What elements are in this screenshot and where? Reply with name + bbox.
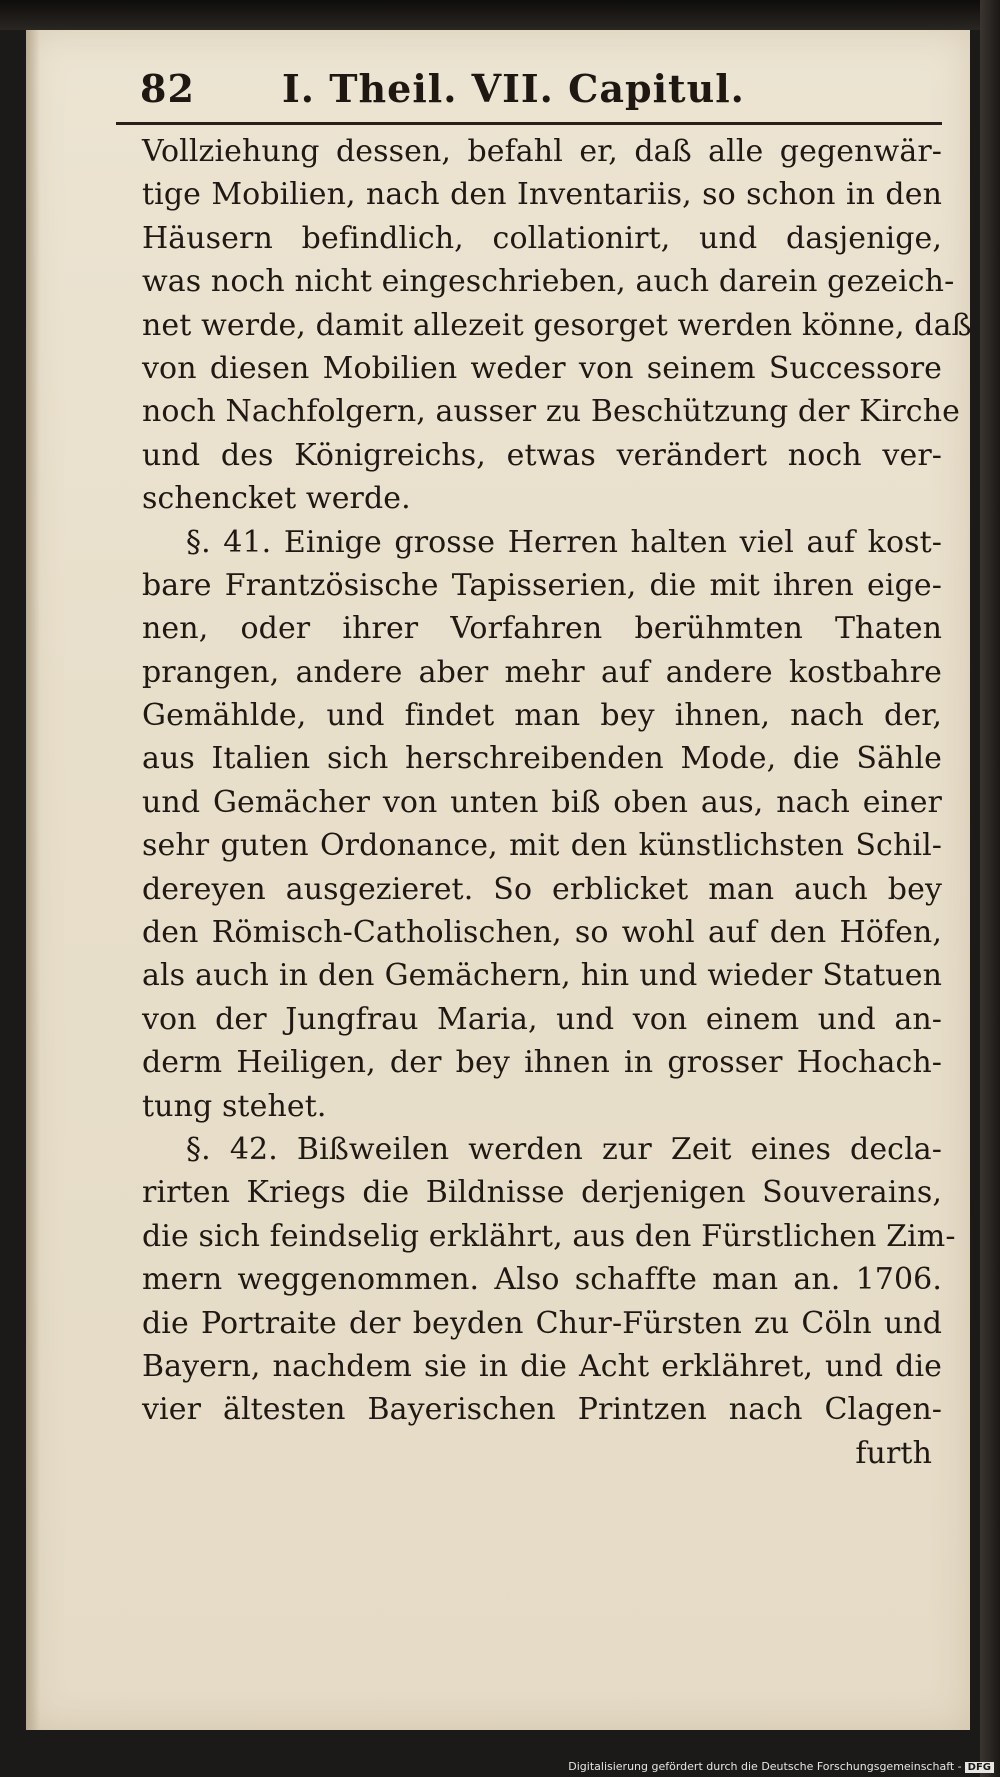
text-line: und Gemächer von unten biß oben aus, nach einer [142, 784, 942, 820]
scan-right-edge [980, 0, 1000, 1777]
running-head: I. Theil. VII. Capitul. [282, 66, 745, 111]
text-line: was noch nicht eingeschrieben, auch darein gezeich- [142, 264, 955, 300]
text-line: Bayern, nachdem sie in die Acht erklähret, und die [142, 1348, 942, 1384]
text-line: Häusern befindlich, collationirt, und dasjenige, [142, 220, 942, 256]
page-body [142, 130, 972, 1475]
text-line: net werde, damit allezeit gesorget werden könne, daß [142, 307, 972, 343]
header-rule [116, 122, 942, 125]
text-line: den Römisch-Catholischen, so wohl auf den Höfen, [142, 915, 942, 951]
text-line: schencket werde. [142, 481, 411, 517]
page-header [112, 66, 940, 126]
text-line: die Portraite der beyden Chur-Fürsten zu Cöln und [142, 1305, 942, 1341]
dfg-logo: DFG [965, 1762, 994, 1773]
text-line: tige Mobilien, nach den Inventariis, so schon in den [142, 177, 942, 213]
paragraph-42-start: §. 42. Bißweilen werden zur Zeit eines decla- [186, 1131, 942, 1167]
text-line: bare Frantzösische Tapisserien, die mit ihren eige- [142, 567, 942, 603]
catchword: furth [855, 1435, 932, 1471]
text-line: von diesen Mobilien weder von seinem Successore [142, 350, 942, 386]
text-line: vier ältesten Bayerischen Printzen nach Clagen- [142, 1392, 942, 1428]
paragraph-41-start: §. 41. Einige grosse Herren halten viel auf kost- [186, 524, 942, 560]
text-line: sehr guten Ordonance, mit den künstlichsten Schil- [142, 828, 942, 864]
text-line: prangen, andere aber mehr auf andere kostbahre [142, 654, 942, 690]
digitization-credit [568, 1760, 994, 1773]
text-line: dereyen ausgezieret. So erblicket man auch bey [142, 871, 942, 907]
text-line: Gemählde, und findet man bey ihnen, nach der, [142, 698, 942, 734]
text-line: die sich feindselig erklährt, aus den Fürstlichen Zim- [142, 1218, 956, 1254]
page-number: 82 [140, 66, 195, 111]
text-line: derm Heiligen, der bey ihnen in grosser Hochach- [142, 1045, 942, 1081]
scan-top-edge [0, 0, 1000, 30]
text-line: rirten Kriegs die Bildnisse derjenigen Souverains, [142, 1175, 942, 1211]
text-line: und des Königreichs, etwas verändert noch ver- [142, 437, 942, 473]
text-line: Vollziehung dessen, befahl er, daß alle gegenwär- [142, 134, 942, 169]
credit-text: Digitalisierung gefördert durch die Deutsche Forschungsgemeinschaft - [568, 1760, 962, 1773]
text-line: noch Nachfolgern, ausser zu Beschützung der Kirche [142, 394, 960, 430]
text-line: aus Italien sich herschreibenden Mode, die Sähle [142, 741, 942, 777]
text-line: als auch in den Gemächern, hin und wieder Statuen [142, 958, 942, 994]
page-gutter-shadow [26, 30, 40, 1730]
text-line: nen, oder ihrer Vorfahren berühmten Thaten [142, 611, 942, 647]
text-line: tung stehet. [142, 1088, 327, 1124]
text-line: mern weggenommen. Also schaffte man an. 1706. [142, 1262, 942, 1298]
text-line: von der Jungfrau Maria, und von einem und an- [142, 1001, 942, 1037]
